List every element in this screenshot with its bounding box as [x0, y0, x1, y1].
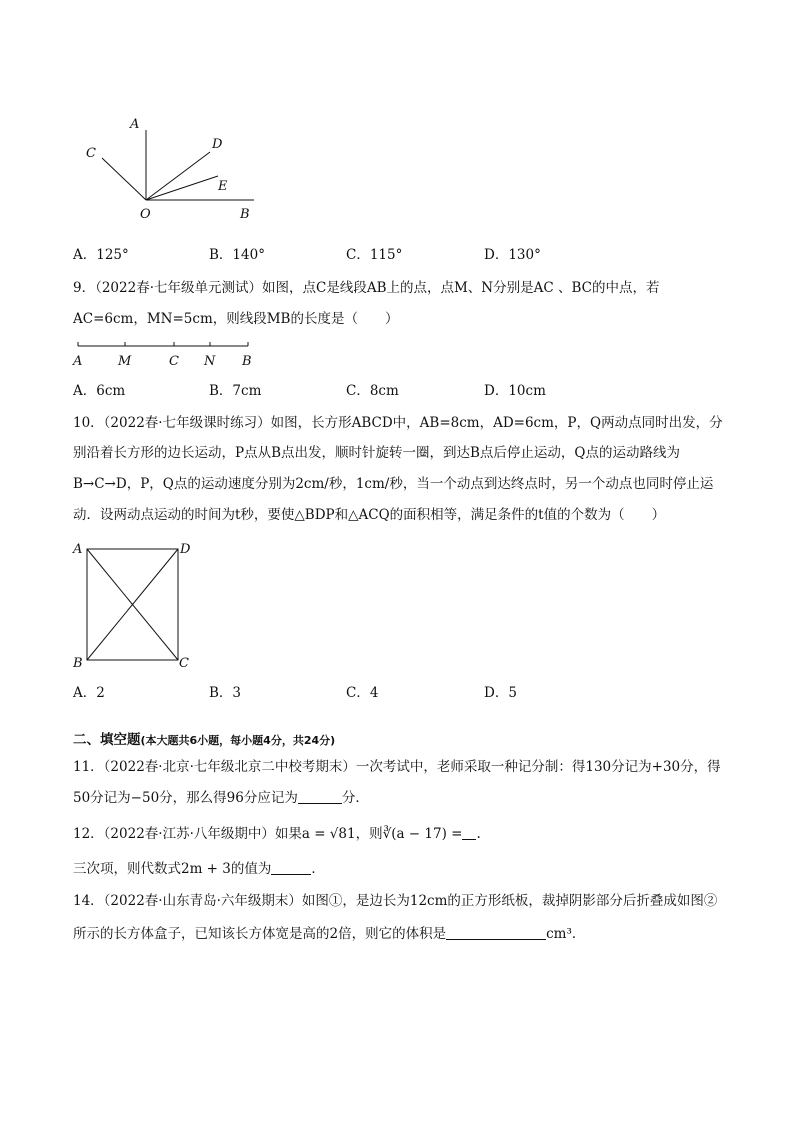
q9-text-line2: AC=6cm，MN=5cm，则线段MB的长度是（ ） [73, 311, 399, 327]
q10-option-a: A．2 [73, 685, 105, 701]
seg-label-c: C [169, 354, 179, 369]
q9-option-a: A．6cm [73, 383, 126, 399]
q13-text-a: 三次项，则代数式2m + 3的值为 [73, 861, 272, 877]
section-note: (本大题共6小题，每小题4分，共24分) [140, 734, 336, 747]
label-o: O [140, 207, 151, 222]
q12-answer-blank[interactable] [462, 825, 476, 840]
q11-text-line2a: 50分记为−50分，那么得96分应记为 [73, 790, 298, 806]
angle-figure [78, 110, 278, 225]
rect-label-a: A [73, 542, 83, 557]
q8-option-b: B．140° [209, 247, 265, 263]
rect-label-d: D [180, 542, 191, 557]
q10-option-c: C．4 [346, 685, 379, 701]
q11-text-line1: 11．（2022春·北京·七年级北京二中校考期末）一次考试中，老师采取一种记分制：得130分记为+30分，得 [73, 759, 721, 775]
q12-text-b: . [476, 826, 481, 842]
q12-text [73, 824, 481, 844]
q10-text-line1: 10．（2022春·七年级课时练习）如图，长方形ABCD中，AB=8cm，AD=6cm，P，Q两动点同时出发，分 [73, 415, 723, 431]
q14-text-line2 [73, 924, 585, 944]
label-a: A [130, 117, 140, 132]
rect-label-c: C [179, 656, 189, 671]
q8-option-c: C．115° [346, 247, 403, 263]
label-d: D [212, 137, 223, 152]
q10-option-d: D．5 [484, 685, 517, 701]
q14-text-line2a: 所示的长方体盒子，已知该长方体宽是高的2倍，则它的体积是 [73, 926, 447, 942]
q11-text-line2b: 分． [341, 790, 369, 806]
q13-fragment [73, 859, 325, 879]
rect-label-b: B [73, 656, 83, 671]
seg-label-n: N [204, 354, 216, 369]
ray-oc [102, 158, 146, 200]
q10-option-b: B．3 [209, 685, 242, 701]
q12-text-a: 12．（2022春·江苏·八年级期中）如果a = √81，则∛(a − 17) = [73, 826, 463, 842]
q13-text-b: ． [311, 861, 325, 877]
ray-od [146, 152, 210, 200]
q11-text-line2 [73, 788, 369, 808]
q8-option-a: A．125° [73, 247, 129, 263]
section-heading [73, 730, 335, 751]
q13-answer-blank[interactable] [271, 860, 311, 875]
rectangle-figure [70, 536, 200, 672]
q9-option-c: C．8cm [346, 383, 399, 399]
q14-text-line2b: cm³． [546, 926, 586, 942]
q9-option-d: D．10cm [484, 383, 546, 399]
q10-text-line2: 别沿着长方形的边长运动，P点从B点出发，顺时针旋转一圈，到达B点后停止运动，Q点的运动路线为 [73, 445, 680, 461]
q9-option-b: B．7cm [209, 383, 262, 399]
label-e: E [218, 179, 228, 194]
q9-text-line1: 9．（2022春·七年级单元测试）如图，点C是线段AB上的点，点M、N分别是AC 、BC的中点，若 [73, 280, 660, 296]
seg-label-m: M [118, 354, 132, 369]
q10-text-line3: B→C→D，P，Q点的运动速度分别为2cm/秒，1cm/秒，当一个动点到达终点时，另一个动点也同时停止运 [73, 476, 714, 492]
q11-answer-blank[interactable] [298, 789, 342, 804]
label-b: B [240, 207, 250, 222]
section-title: 二、填空题 [73, 732, 141, 748]
seg-label-b: B [242, 354, 252, 369]
q8-option-d: D．130° [484, 247, 541, 263]
q10-text-line4: 动．设两动点运动的时间为t秒，要使△BDP和△ACQ的面积相等，满足条件的t值的个数为（ ） [73, 507, 666, 523]
ray-oe [146, 176, 218, 200]
label-c: C [86, 146, 96, 161]
seg-label-a: A [73, 354, 83, 369]
q14-text-line1: 14．（2022春·山东青岛·六年级期末）如图①，是边长为12cm的正方形纸板，裁掉阴影部分后折叠成如图② [73, 893, 718, 909]
segment-figure [70, 336, 270, 372]
q14-answer-blank[interactable] [446, 925, 546, 940]
